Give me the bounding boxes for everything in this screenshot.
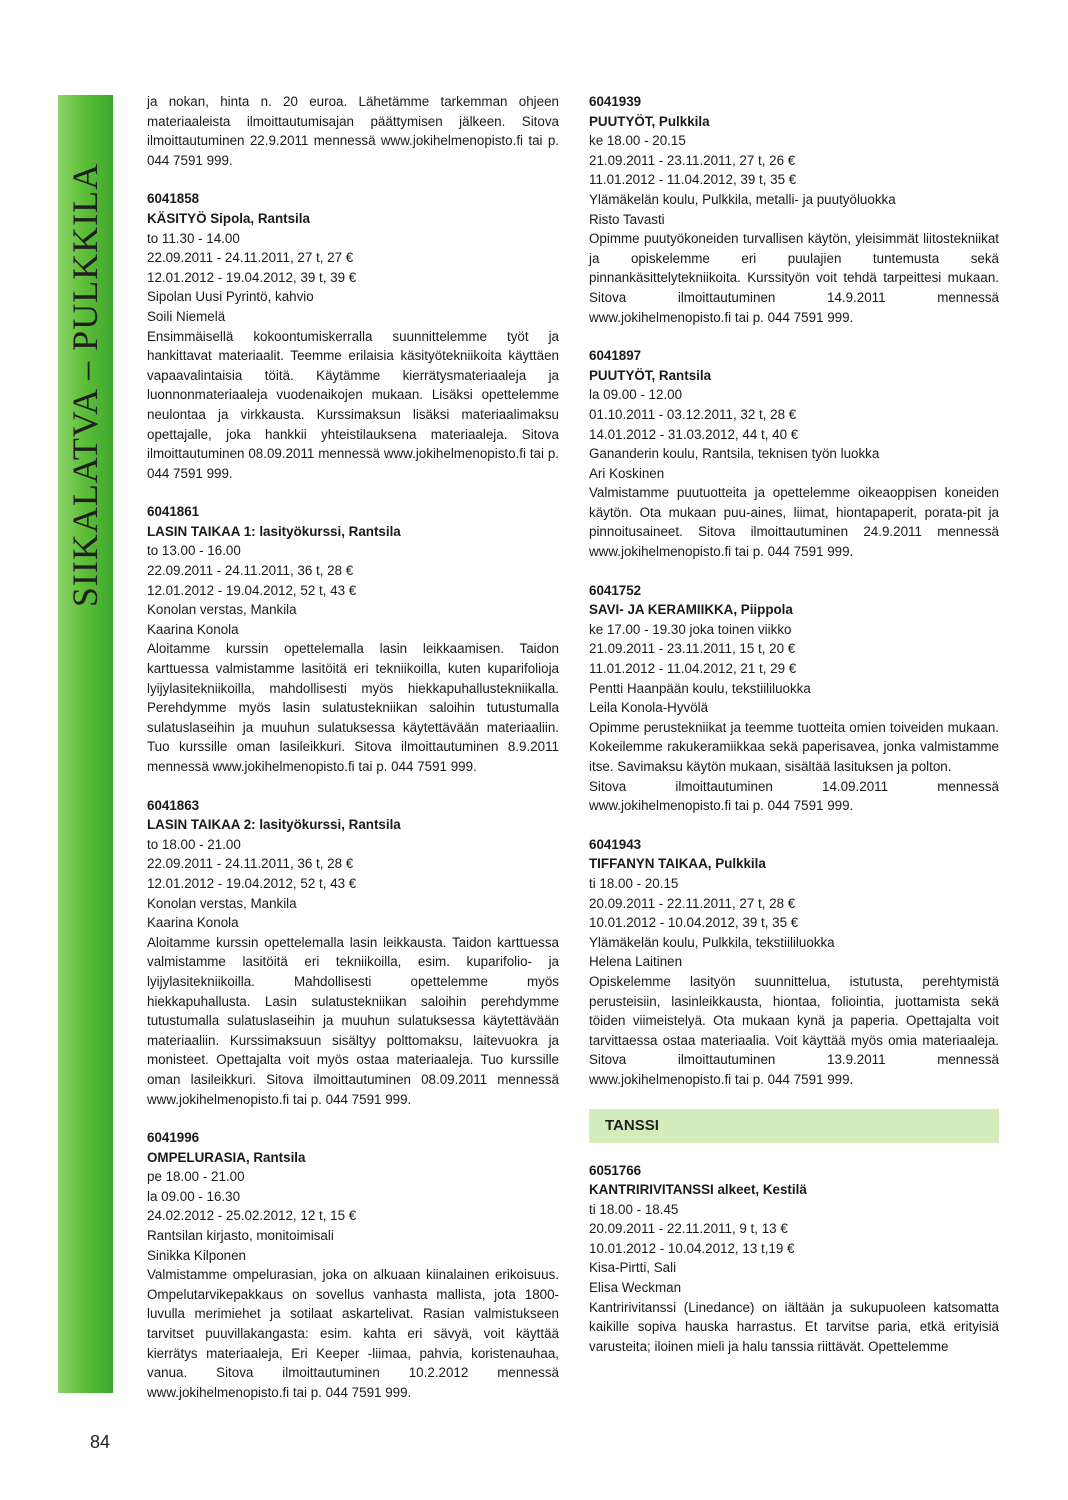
course-period: 21.09.2011 - 23.11.2011, 27 t, 26 €: [589, 152, 796, 168]
course-code: 6051766: [589, 1162, 642, 1178]
course-title: OMPELURASIA, Rantsila: [147, 1149, 306, 1165]
course-description: Opimme perustekniikat ja teemme tuotteita omien toiveiden mukaan. Kokeilemme rakukeramiikkaa sekä paperisavea, jonka valmistamme itse. Savimaksu käytön mukaan, sisältää lasituksen ja polton.: [589, 719, 999, 774]
course-description: Opimme puutyökoneiden turvallisen käytön, yleisimmät liitostekniikat ja opiskelemme eri puulajien tuntemusta sekä pinnankäsittelytekniikoita. Kurssityön voit tehdä tarpeittesi mukaan. Sitova ilmoittautuminen 14.9.2011 mennessä www.jokihelmenopisto.fi tai p. 044 7591 999.: [589, 231, 999, 325]
course-period: 11.01.2012 - 11.04.2012, 39 t, 35 €: [589, 172, 797, 188]
course-period: 22.09.2011 - 24.11.2011, 27 t, 27 €: [147, 250, 354, 266]
course-teacher: Ari Koskinen: [589, 465, 665, 481]
course-code: 6041858: [147, 191, 200, 207]
course-location: Ylämäkelän koulu, Pulkkila, metalli- ja puutyöluokka: [589, 191, 896, 207]
course-title: LASIN TAIKAA 1: lasityökurssi, Rantsila: [147, 523, 401, 539]
course-period: 12.01.2012 - 19.04.2012, 52 t, 43 €: [147, 875, 357, 891]
course-description: Aloitamme kurssin opettelemalla lasin leikkausta. Taidon karttuessa valmistamme lasitöitä eri tekniikoilla, esim. kuparifolio- ja lyijylasitekniikoilla. Mahdollisesti opettelemme myös hiekkapuhallusta. Lasin sulatustekniikan saloihin perehdymme tutustumalla sulatuslaseihin ja muuhun sulatuksessa käytettävään materiaaliin. Kurssimaksuun sisältyy polttomaksu, laitevuokra ja monisteet. Opettajalta voit myös ostaa materiaaleja. Tuo kurssille oman lasileikkuri. Sitova ilmoittautuminen 08.09.2011 mennessä www.jokihelmenopisto.fi tai p. 044 7591 999.: [147, 934, 559, 1107]
course-schedule: pe 18.00 - 21.00: [147, 1169, 245, 1185]
course-teacher: Sinikka Kilponen: [147, 1247, 247, 1263]
course-schedule: ke 18.00 - 20.15: [589, 133, 686, 149]
course-code: 6041861: [147, 504, 200, 520]
course-code: 6041939: [589, 94, 642, 109]
course-location: Konolan verstas, Mankila: [147, 895, 297, 911]
course-schedule: ke 17.00 - 19.30 joka toinen viikko: [589, 621, 792, 637]
section-header-tanssi: TANSSI: [589, 1109, 999, 1143]
course-teacher: Leila Konola-Hyvölä: [589, 700, 709, 716]
course-teacher: Kaarina Konola: [147, 621, 239, 637]
course-title: SAVI- JA KERAMIIKKA, Piippola: [589, 602, 793, 618]
course-entry: [589, 581, 999, 816]
course-entry: [147, 1128, 559, 1402]
course-location: Sipolan Uusi Pyrintö, kahvio: [147, 289, 314, 305]
course-code: 6041897: [589, 348, 642, 364]
course-description: Kantririvitanssi (Linedance) on iältään ja sukupuoleen katsomatta kaikille sopiva hauska harrastus. Et tarvitse paria, etkä erityisiä varusteita; iloinen mieli ja halu tanssia riittävät. Opettelemme: [589, 1299, 999, 1354]
left-column: [147, 92, 559, 1421]
course-entry: [147, 189, 559, 483]
course-schedule: to 18.00 - 21.00: [147, 836, 241, 852]
course-location: Pentti Haanpään koulu, tekstiililuokka: [589, 680, 811, 696]
course-location: Kisa-Pirtti, Sali: [589, 1260, 677, 1276]
course-schedule: to 13.00 - 16.00: [147, 543, 241, 559]
course-title: PUUTYÖT, Pulkkila: [589, 113, 710, 129]
course-teacher: Risto Tavasti: [589, 211, 665, 227]
course-teacher: Soili Niemelä: [147, 308, 226, 324]
course-entry: [147, 502, 559, 776]
course-description: Ensimmäisellä kokoontumiskerralla suunnittelemme työt ja hankittavat materiaalit. Teemme erilaisia käsityötekniikoita käyttäen vapaavalintaisia töitä. Käytämme kierrätysmateriaaleja ja luonnonmateriaaleja vuodenaikojen mukaan. Lisäksi opettelemme neulontaa ja virkkausta. Kurssimaksun lisäksi materiaalimaksu opettajalle, joka hankkii yhteistilauksena materiaaleja. Sitova ilmoittautuminen 08.09.2011 mennessä www.jokihelmenopisto.fi tai p. 044 7591 999.: [147, 328, 559, 481]
course-registration: Sitova ilmoittautuminen 14.09.2011 mennessä www.jokihelmenopisto.fi tai p. 044 7591 999.: [589, 778, 999, 814]
course-period: 24.02.2012 - 25.02.2012, 12 t, 15 €: [147, 1208, 357, 1224]
course-teacher: Elisa Weckman: [589, 1280, 682, 1296]
course-period: 12.01.2012 - 19.04.2012, 52 t, 43 €: [147, 582, 357, 598]
course-teacher: Kaarina Konola: [147, 915, 239, 931]
course-title: KANTRIRIVITANSSI alkeet, Kestilä: [589, 1182, 807, 1198]
course-entry: [589, 1161, 999, 1357]
course-title: LASIN TAIKAA 2: lasityökurssi, Rantsila: [147, 817, 401, 833]
course-description: Opiskelemme lasityön suunnittelua, istutusta, perehtymistä perusteisiin, lasinleikkausta, hiontaa, foliointia, juottamista sekä töiden viimeistelyä. Ota mukaan kynä ja paperia. Opettajalta voit tarvittaessa ostaa materiaalia. Voit käyttää myös omia materiaaleja. Sitova ilmoittautuminen 13.9.2011 mennessä www.jokihelmenopisto.fi tai p. 044 7591 999.: [589, 973, 999, 1087]
course-entry: [589, 835, 999, 1090]
course-title: KÄSITYÖ Sipola, Rantsila: [147, 210, 310, 226]
course-period: 10.01.2012 - 10.04.2012, 13 t,19 €: [589, 1240, 795, 1256]
course-title: PUUTYÖT, Rantsila: [589, 367, 712, 383]
course-period: 11.01.2012 - 11.04.2012, 21 t, 29 €: [589, 661, 797, 677]
course-entry: [589, 346, 999, 562]
course-entry: [589, 92, 999, 327]
course-period: 22.09.2011 - 24.11.2011, 36 t, 28 €: [147, 563, 354, 579]
course-schedule: to 11.30 - 14.00: [147, 230, 240, 246]
course-description: Aloitamme kurssin opettelemalla lasin leikkaamisen. Taidon karttuessa valmistamme lasitöitä eri tekniikoilla, kuten kuparifolioja lyijylasitekniikoilla, mahdollisesti myös hiekkapuhallustekniikalla. Perehdymme myös lasin sulatustekniikan saloihin tutustumalla sulatuslaseihin ja muuhun sulatuksessa käytettävään materiaaliin. Tuo kurssille oman lasileikkuri. Sitova ilmoittautuminen 8.9.2011 mennessä www.jokihelmenopisto.fi tai p. 044 7591 999.: [147, 641, 559, 774]
course-code: 6041996: [147, 1130, 200, 1146]
course-schedule: la 09.00 - 12.00: [589, 387, 683, 403]
course-period: 20.09.2011 - 22.11.2011, 9 t, 13 €: [589, 1221, 788, 1237]
page-number: 84: [90, 1432, 111, 1452]
course-period: 10.01.2012 - 10.04.2012, 39 t, 35 €: [589, 915, 799, 931]
course-location: Rantsilan kirjasto, monitoimisali: [147, 1228, 334, 1244]
course-period: 20.09.2011 - 22.11.2011, 27 t, 28 €: [589, 895, 796, 911]
course-description: Valmistamme ompelurasian, joka on alkuaan kiinalainen erikoisuus. Ompelutarvikepakkaus on sovellus vanhasta mallista, jota 1800-luvulla merimiehet ja sotilaat askartelivat. Rasian valmistukseen tarvitset puuvillakangasta: esim. kahta eri sävyä, voit käyttää kierrätys materiaaleja, Eri Keeper -liimaa, pahvia, koristenauhaa, vanua. Sitova ilmoittautuminen 10.2.2012 mennessä www.jokihelmenopisto.fi tai p. 044 7591 999.: [147, 1267, 559, 1400]
course-schedule: la 09.00 - 16.30: [147, 1188, 241, 1204]
course-period: 14.01.2012 - 31.03.2012, 44 t, 40 €: [589, 426, 799, 442]
course-period: 01.10.2011 - 03.12.2011, 32 t, 28 €: [589, 406, 797, 422]
course-location: Gananderin koulu, Rantsila, teknisen työn luokka: [589, 446, 880, 462]
course-description: Valmistamme puutuotteita ja opettelemme oikeaoppisen koneiden käytön. Ota mukaan puu-aines, liimat, hiontapaperit, porata-pit ja pinnoitusaineet. Sitova ilmoittautuminen 24.9.2011 mennessä www.jokihelmenopisto.fi tai p. 044 7591 999.: [589, 485, 999, 560]
course-period: 22.09.2011 - 24.11.2011, 36 t, 28 €: [147, 856, 354, 872]
course-schedule: ti 18.00 - 20.15: [589, 875, 679, 891]
course-schedule: ti 18.00 - 18.45: [589, 1201, 679, 1217]
course-period: 21.09.2011 - 23.11.2011, 15 t, 20 €: [589, 641, 796, 657]
course-code: 6041863: [147, 797, 200, 813]
course-title: TIFFANYN TAIKAA, Pulkkila: [589, 856, 766, 872]
course-location: Konolan verstas, Mankila: [147, 602, 297, 618]
intro-text: ja nokan, hinta n. 20 euroa. Lähetämme tarkemman ohjeen materiaaleista ilmoittautumisajan päättymisen jälkeen. Sitova ilmoittautuminen 22.9.2011 mennessä www.jokihelmenopisto.fi tai p. 044 7591 999.: [147, 94, 559, 168]
course-code: 6041752: [589, 582, 642, 598]
course-period: 12.01.2012 - 19.04.2012, 39 t, 39 €: [147, 269, 357, 285]
course-entry: [147, 796, 559, 1110]
course-code: 6041943: [589, 836, 642, 852]
side-title: SIIKALATVA – PULKKILA: [65, 162, 105, 608]
right-column: [589, 92, 999, 1375]
course-location: Ylämäkelän koulu, Pulkkila, tekstiililuokka: [589, 934, 835, 950]
course-teacher: Helena Laitinen: [589, 954, 683, 970]
